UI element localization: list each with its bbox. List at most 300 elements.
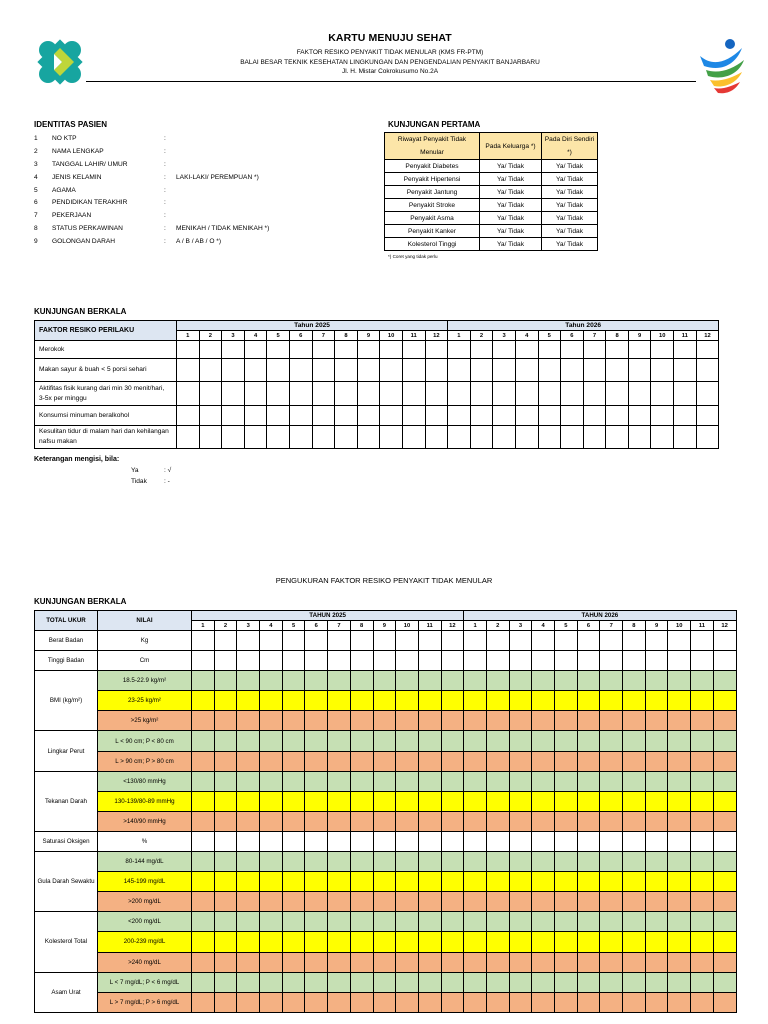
measurement-cell[interactable] bbox=[192, 952, 215, 972]
measurement-cell[interactable] bbox=[486, 731, 509, 751]
checkbox-cell[interactable] bbox=[606, 382, 629, 406]
measurement-cell[interactable] bbox=[600, 671, 623, 691]
measurement-cell[interactable] bbox=[373, 992, 396, 1012]
measurement-cell[interactable] bbox=[214, 651, 237, 671]
measurement-cell[interactable] bbox=[509, 932, 532, 952]
measurement-cell[interactable] bbox=[555, 731, 578, 751]
checkbox-cell[interactable] bbox=[470, 382, 493, 406]
measurement-cell[interactable] bbox=[509, 872, 532, 892]
checkbox-cell[interactable] bbox=[674, 341, 697, 359]
checkbox-cell[interactable] bbox=[357, 426, 380, 449]
measurement-cell[interactable] bbox=[328, 651, 351, 671]
measurement-cell[interactable] bbox=[509, 952, 532, 972]
measurement-cell[interactable] bbox=[328, 831, 351, 851]
measurement-cell[interactable] bbox=[282, 711, 305, 731]
measurement-cell[interactable] bbox=[713, 872, 736, 892]
kp-answer[interactable]: Ya/ Tidak bbox=[542, 186, 598, 199]
measurement-cell[interactable] bbox=[509, 631, 532, 651]
measurement-cell[interactable] bbox=[192, 972, 215, 992]
measurement-cell[interactable] bbox=[328, 972, 351, 992]
measurement-cell[interactable] bbox=[623, 872, 646, 892]
checkbox-cell[interactable] bbox=[448, 382, 471, 406]
measurement-cell[interactable] bbox=[418, 852, 441, 872]
measurement-cell[interactable] bbox=[396, 671, 419, 691]
measurement-cell[interactable] bbox=[668, 791, 691, 811]
measurement-cell[interactable] bbox=[464, 651, 487, 671]
measurement-cell[interactable] bbox=[713, 972, 736, 992]
measurement-cell[interactable] bbox=[555, 872, 578, 892]
measurement-cell[interactable] bbox=[577, 731, 600, 751]
measurement-cell[interactable] bbox=[645, 791, 668, 811]
checkbox-cell[interactable] bbox=[583, 341, 606, 359]
measurement-cell[interactable] bbox=[214, 671, 237, 691]
measurement-cell[interactable] bbox=[328, 872, 351, 892]
measurement-cell[interactable] bbox=[418, 872, 441, 892]
measurement-cell[interactable] bbox=[260, 811, 283, 831]
checkbox-cell[interactable] bbox=[267, 382, 290, 406]
measurement-cell[interactable] bbox=[350, 711, 373, 731]
checkbox-cell[interactable] bbox=[244, 382, 267, 406]
measurement-cell[interactable] bbox=[214, 912, 237, 932]
measurement-cell[interactable] bbox=[350, 932, 373, 952]
checkbox-cell[interactable] bbox=[493, 426, 516, 449]
measurement-cell[interactable] bbox=[577, 932, 600, 952]
measurement-cell[interactable] bbox=[282, 631, 305, 651]
measurement-cell[interactable] bbox=[192, 992, 215, 1012]
measurement-cell[interactable] bbox=[305, 791, 328, 811]
measurement-cell[interactable] bbox=[350, 691, 373, 711]
measurement-cell[interactable] bbox=[623, 771, 646, 791]
measurement-cell[interactable] bbox=[691, 711, 714, 731]
identitas-value[interactable]: A / B / AB / O *) bbox=[176, 238, 222, 246]
measurement-cell[interactable] bbox=[260, 691, 283, 711]
measurement-cell[interactable] bbox=[373, 952, 396, 972]
measurement-cell[interactable] bbox=[282, 671, 305, 691]
checkbox-cell[interactable] bbox=[674, 382, 697, 406]
measurement-cell[interactable] bbox=[441, 751, 464, 771]
measurement-cell[interactable] bbox=[418, 831, 441, 851]
measurement-cell[interactable] bbox=[328, 731, 351, 751]
measurement-cell[interactable] bbox=[192, 932, 215, 952]
measurement-cell[interactable] bbox=[600, 631, 623, 651]
measurement-cell[interactable] bbox=[532, 651, 555, 671]
checkbox-cell[interactable] bbox=[312, 426, 335, 449]
measurement-cell[interactable] bbox=[577, 972, 600, 992]
measurement-cell[interactable] bbox=[350, 912, 373, 932]
measurement-cell[interactable] bbox=[305, 631, 328, 651]
measurement-cell[interactable] bbox=[328, 691, 351, 711]
measurement-cell[interactable] bbox=[623, 892, 646, 912]
measurement-cell[interactable] bbox=[691, 992, 714, 1012]
measurement-cell[interactable] bbox=[328, 711, 351, 731]
measurement-cell[interactable] bbox=[350, 852, 373, 872]
measurement-cell[interactable] bbox=[260, 912, 283, 932]
measurement-cell[interactable] bbox=[441, 631, 464, 651]
kp-answer[interactable]: Ya/ Tidak bbox=[480, 173, 542, 186]
measurement-cell[interactable] bbox=[532, 932, 555, 952]
checkbox-cell[interactable] bbox=[651, 341, 674, 359]
measurement-cell[interactable] bbox=[668, 952, 691, 972]
kp-answer[interactable]: Ya/ Tidak bbox=[480, 186, 542, 199]
measurement-cell[interactable] bbox=[486, 631, 509, 651]
measurement-cell[interactable] bbox=[532, 852, 555, 872]
measurement-cell[interactable] bbox=[555, 691, 578, 711]
measurement-cell[interactable] bbox=[509, 852, 532, 872]
measurement-cell[interactable] bbox=[668, 671, 691, 691]
measurement-cell[interactable] bbox=[260, 972, 283, 992]
measurement-cell[interactable] bbox=[623, 691, 646, 711]
measurement-cell[interactable] bbox=[555, 811, 578, 831]
checkbox-cell[interactable] bbox=[244, 406, 267, 426]
measurement-cell[interactable] bbox=[486, 791, 509, 811]
measurement-cell[interactable] bbox=[713, 852, 736, 872]
identitas-value[interactable]: MENIKAH / TIDAK MENIKAH *) bbox=[176, 225, 270, 233]
measurement-cell[interactable] bbox=[441, 711, 464, 731]
checkbox-cell[interactable] bbox=[606, 359, 629, 382]
measurement-cell[interactable] bbox=[623, 932, 646, 952]
measurement-cell[interactable] bbox=[600, 791, 623, 811]
measurement-cell[interactable] bbox=[396, 651, 419, 671]
measurement-cell[interactable] bbox=[555, 771, 578, 791]
measurement-cell[interactable] bbox=[668, 751, 691, 771]
measurement-cell[interactable] bbox=[396, 691, 419, 711]
measurement-cell[interactable] bbox=[305, 751, 328, 771]
kp-answer[interactable]: Ya/ Tidak bbox=[542, 225, 598, 238]
measurement-cell[interactable] bbox=[645, 671, 668, 691]
measurement-cell[interactable] bbox=[350, 872, 373, 892]
measurement-cell[interactable] bbox=[509, 771, 532, 791]
checkbox-cell[interactable] bbox=[561, 426, 584, 449]
measurement-cell[interactable] bbox=[486, 912, 509, 932]
measurement-cell[interactable] bbox=[713, 711, 736, 731]
measurement-cell[interactable] bbox=[305, 972, 328, 992]
measurement-cell[interactable] bbox=[237, 912, 260, 932]
checkbox-cell[interactable] bbox=[538, 382, 561, 406]
measurement-cell[interactable] bbox=[441, 972, 464, 992]
checkbox-cell[interactable] bbox=[402, 406, 425, 426]
checkbox-cell[interactable] bbox=[199, 406, 222, 426]
measurement-cell[interactable] bbox=[237, 952, 260, 972]
checkbox-cell[interactable] bbox=[425, 406, 448, 426]
measurement-cell[interactable] bbox=[691, 691, 714, 711]
measurement-cell[interactable] bbox=[600, 691, 623, 711]
measurement-cell[interactable] bbox=[532, 771, 555, 791]
measurement-cell[interactable] bbox=[214, 952, 237, 972]
measurement-cell[interactable] bbox=[486, 691, 509, 711]
measurement-cell[interactable] bbox=[328, 771, 351, 791]
checkbox-cell[interactable] bbox=[267, 426, 290, 449]
measurement-cell[interactable] bbox=[600, 992, 623, 1012]
checkbox-cell[interactable] bbox=[606, 426, 629, 449]
checkbox-cell[interactable] bbox=[289, 341, 312, 359]
measurement-cell[interactable] bbox=[260, 671, 283, 691]
measurement-cell[interactable] bbox=[418, 811, 441, 831]
measurement-cell[interactable] bbox=[305, 831, 328, 851]
checkbox-cell[interactable] bbox=[651, 382, 674, 406]
measurement-cell[interactable] bbox=[328, 811, 351, 831]
measurement-cell[interactable] bbox=[237, 932, 260, 952]
measurement-cell[interactable] bbox=[645, 691, 668, 711]
measurement-cell[interactable] bbox=[373, 771, 396, 791]
measurement-cell[interactable] bbox=[328, 892, 351, 912]
measurement-cell[interactable] bbox=[237, 751, 260, 771]
measurement-cell[interactable] bbox=[396, 711, 419, 731]
measurement-cell[interactable] bbox=[214, 992, 237, 1012]
measurement-cell[interactable] bbox=[600, 651, 623, 671]
measurement-cell[interactable] bbox=[441, 872, 464, 892]
measurement-cell[interactable] bbox=[509, 992, 532, 1012]
measurement-cell[interactable] bbox=[373, 671, 396, 691]
measurement-cell[interactable] bbox=[418, 731, 441, 751]
measurement-cell[interactable] bbox=[623, 791, 646, 811]
measurement-cell[interactable] bbox=[350, 731, 373, 751]
measurement-cell[interactable] bbox=[396, 771, 419, 791]
checkbox-cell[interactable] bbox=[448, 341, 471, 359]
measurement-cell[interactable] bbox=[600, 771, 623, 791]
measurement-cell[interactable] bbox=[668, 992, 691, 1012]
measurement-cell[interactable] bbox=[464, 912, 487, 932]
measurement-cell[interactable] bbox=[645, 731, 668, 751]
measurement-cell[interactable] bbox=[282, 691, 305, 711]
measurement-cell[interactable] bbox=[668, 651, 691, 671]
measurement-cell[interactable] bbox=[486, 972, 509, 992]
checkbox-cell[interactable] bbox=[628, 341, 651, 359]
checkbox-cell[interactable] bbox=[244, 359, 267, 382]
checkbox-cell[interactable] bbox=[380, 341, 403, 359]
checkbox-cell[interactable] bbox=[515, 382, 538, 406]
measurement-cell[interactable] bbox=[691, 811, 714, 831]
measurement-cell[interactable] bbox=[668, 711, 691, 731]
measurement-cell[interactable] bbox=[192, 671, 215, 691]
kp-answer[interactable]: Ya/ Tidak bbox=[542, 160, 598, 173]
checkbox-cell[interactable] bbox=[515, 359, 538, 382]
measurement-cell[interactable] bbox=[464, 992, 487, 1012]
checkbox-cell[interactable] bbox=[177, 426, 200, 449]
measurement-cell[interactable] bbox=[713, 731, 736, 751]
measurement-cell[interactable] bbox=[237, 811, 260, 831]
measurement-cell[interactable] bbox=[486, 992, 509, 1012]
checkbox-cell[interactable] bbox=[515, 406, 538, 426]
measurement-cell[interactable] bbox=[282, 972, 305, 992]
checkbox-cell[interactable] bbox=[199, 382, 222, 406]
measurement-cell[interactable] bbox=[282, 811, 305, 831]
checkbox-cell[interactable] bbox=[493, 341, 516, 359]
checkbox-cell[interactable] bbox=[470, 426, 493, 449]
measurement-cell[interactable] bbox=[509, 691, 532, 711]
checkbox-cell[interactable] bbox=[493, 359, 516, 382]
measurement-cell[interactable] bbox=[464, 972, 487, 992]
checkbox-cell[interactable] bbox=[357, 382, 380, 406]
measurement-cell[interactable] bbox=[192, 651, 215, 671]
measurement-cell[interactable] bbox=[532, 952, 555, 972]
measurement-cell[interactable] bbox=[668, 872, 691, 892]
measurement-cell[interactable] bbox=[532, 872, 555, 892]
measurement-cell[interactable] bbox=[237, 651, 260, 671]
measurement-cell[interactable] bbox=[282, 952, 305, 972]
measurement-cell[interactable] bbox=[305, 952, 328, 972]
measurement-cell[interactable] bbox=[464, 711, 487, 731]
measurement-cell[interactable] bbox=[532, 912, 555, 932]
measurement-cell[interactable] bbox=[532, 811, 555, 831]
measurement-cell[interactable] bbox=[555, 952, 578, 972]
checkbox-cell[interactable] bbox=[470, 359, 493, 382]
measurement-cell[interactable] bbox=[713, 912, 736, 932]
kp-answer[interactable]: Ya/ Tidak bbox=[480, 160, 542, 173]
measurement-cell[interactable] bbox=[486, 651, 509, 671]
measurement-cell[interactable] bbox=[237, 892, 260, 912]
measurement-cell[interactable] bbox=[192, 912, 215, 932]
measurement-cell[interactable] bbox=[373, 852, 396, 872]
measurement-cell[interactable] bbox=[577, 892, 600, 912]
checkbox-cell[interactable] bbox=[335, 341, 358, 359]
measurement-cell[interactable] bbox=[282, 831, 305, 851]
checkbox-cell[interactable] bbox=[222, 341, 245, 359]
measurement-cell[interactable] bbox=[441, 771, 464, 791]
checkbox-cell[interactable] bbox=[583, 359, 606, 382]
measurement-cell[interactable] bbox=[713, 771, 736, 791]
measurement-cell[interactable] bbox=[441, 691, 464, 711]
measurement-cell[interactable] bbox=[691, 791, 714, 811]
measurement-cell[interactable] bbox=[373, 711, 396, 731]
measurement-cell[interactable] bbox=[282, 771, 305, 791]
measurement-cell[interactable] bbox=[600, 831, 623, 851]
measurement-cell[interactable] bbox=[373, 631, 396, 651]
measurement-cell[interactable] bbox=[532, 751, 555, 771]
measurement-cell[interactable] bbox=[668, 912, 691, 932]
measurement-cell[interactable] bbox=[691, 872, 714, 892]
measurement-cell[interactable] bbox=[645, 932, 668, 952]
checkbox-cell[interactable] bbox=[289, 382, 312, 406]
measurement-cell[interactable] bbox=[668, 691, 691, 711]
measurement-cell[interactable] bbox=[464, 872, 487, 892]
measurement-cell[interactable] bbox=[441, 671, 464, 691]
measurement-cell[interactable] bbox=[396, 852, 419, 872]
measurement-cell[interactable] bbox=[418, 751, 441, 771]
measurement-cell[interactable] bbox=[713, 691, 736, 711]
measurement-cell[interactable] bbox=[486, 852, 509, 872]
checkbox-cell[interactable] bbox=[380, 359, 403, 382]
measurement-cell[interactable] bbox=[668, 631, 691, 651]
measurement-cell[interactable] bbox=[418, 912, 441, 932]
checkbox-cell[interactable] bbox=[267, 406, 290, 426]
measurement-cell[interactable] bbox=[441, 892, 464, 912]
measurement-cell[interactable] bbox=[350, 831, 373, 851]
measurement-cell[interactable] bbox=[713, 992, 736, 1012]
checkbox-cell[interactable] bbox=[425, 426, 448, 449]
measurement-cell[interactable] bbox=[214, 932, 237, 952]
measurement-cell[interactable] bbox=[577, 811, 600, 831]
measurement-cell[interactable] bbox=[282, 731, 305, 751]
checkbox-cell[interactable] bbox=[177, 359, 200, 382]
measurement-cell[interactable] bbox=[600, 932, 623, 952]
checkbox-cell[interactable] bbox=[515, 426, 538, 449]
measurement-cell[interactable] bbox=[509, 751, 532, 771]
measurement-cell[interactable] bbox=[373, 691, 396, 711]
measurement-cell[interactable] bbox=[509, 731, 532, 751]
measurement-cell[interactable] bbox=[555, 791, 578, 811]
measurement-cell[interactable] bbox=[396, 952, 419, 972]
measurement-cell[interactable] bbox=[260, 651, 283, 671]
checkbox-cell[interactable] bbox=[222, 382, 245, 406]
measurement-cell[interactable] bbox=[418, 932, 441, 952]
measurement-cell[interactable] bbox=[645, 771, 668, 791]
measurement-cell[interactable] bbox=[237, 791, 260, 811]
kp-answer[interactable]: Ya/ Tidak bbox=[542, 173, 598, 186]
measurement-cell[interactable] bbox=[418, 791, 441, 811]
measurement-cell[interactable] bbox=[260, 731, 283, 751]
measurement-cell[interactable] bbox=[623, 952, 646, 972]
measurement-cell[interactable] bbox=[509, 831, 532, 851]
measurement-cell[interactable] bbox=[713, 651, 736, 671]
measurement-cell[interactable] bbox=[532, 791, 555, 811]
measurement-cell[interactable] bbox=[305, 731, 328, 751]
checkbox-cell[interactable] bbox=[244, 341, 267, 359]
checkbox-cell[interactable] bbox=[674, 426, 697, 449]
measurement-cell[interactable] bbox=[282, 751, 305, 771]
measurement-cell[interactable] bbox=[713, 631, 736, 651]
measurement-cell[interactable] bbox=[373, 651, 396, 671]
checkbox-cell[interactable] bbox=[380, 382, 403, 406]
checkbox-cell[interactable] bbox=[199, 341, 222, 359]
measurement-cell[interactable] bbox=[441, 811, 464, 831]
measurement-cell[interactable] bbox=[532, 691, 555, 711]
measurement-cell[interactable] bbox=[509, 791, 532, 811]
checkbox-cell[interactable] bbox=[651, 359, 674, 382]
measurement-cell[interactable] bbox=[555, 831, 578, 851]
measurement-cell[interactable] bbox=[691, 912, 714, 932]
checkbox-cell[interactable] bbox=[674, 359, 697, 382]
measurement-cell[interactable] bbox=[396, 731, 419, 751]
measurement-cell[interactable] bbox=[464, 731, 487, 751]
measurement-cell[interactable] bbox=[691, 751, 714, 771]
checkbox-cell[interactable] bbox=[628, 406, 651, 426]
measurement-cell[interactable] bbox=[260, 711, 283, 731]
measurement-cell[interactable] bbox=[305, 992, 328, 1012]
checkbox-cell[interactable] bbox=[561, 341, 584, 359]
measurement-cell[interactable] bbox=[555, 711, 578, 731]
measurement-cell[interactable] bbox=[237, 872, 260, 892]
measurement-cell[interactable] bbox=[713, 892, 736, 912]
measurement-cell[interactable] bbox=[532, 731, 555, 751]
measurement-cell[interactable] bbox=[691, 972, 714, 992]
measurement-cell[interactable] bbox=[192, 872, 215, 892]
measurement-cell[interactable] bbox=[214, 791, 237, 811]
measurement-cell[interactable] bbox=[577, 711, 600, 731]
measurement-cell[interactable] bbox=[691, 932, 714, 952]
checkbox-cell[interactable] bbox=[538, 406, 561, 426]
measurement-cell[interactable] bbox=[555, 751, 578, 771]
measurement-cell[interactable] bbox=[214, 811, 237, 831]
measurement-cell[interactable] bbox=[577, 831, 600, 851]
measurement-cell[interactable] bbox=[486, 872, 509, 892]
measurement-cell[interactable] bbox=[464, 811, 487, 831]
measurement-cell[interactable] bbox=[600, 731, 623, 751]
measurement-cell[interactable] bbox=[623, 651, 646, 671]
measurement-cell[interactable] bbox=[373, 972, 396, 992]
checkbox-cell[interactable] bbox=[380, 406, 403, 426]
measurement-cell[interactable] bbox=[418, 771, 441, 791]
measurement-cell[interactable] bbox=[486, 831, 509, 851]
measurement-cell[interactable] bbox=[305, 892, 328, 912]
measurement-cell[interactable] bbox=[237, 992, 260, 1012]
measurement-cell[interactable] bbox=[623, 831, 646, 851]
measurement-cell[interactable] bbox=[645, 872, 668, 892]
checkbox-cell[interactable] bbox=[357, 406, 380, 426]
measurement-cell[interactable] bbox=[464, 952, 487, 972]
measurement-cell[interactable] bbox=[668, 771, 691, 791]
checkbox-cell[interactable] bbox=[674, 406, 697, 426]
measurement-cell[interactable] bbox=[373, 731, 396, 751]
